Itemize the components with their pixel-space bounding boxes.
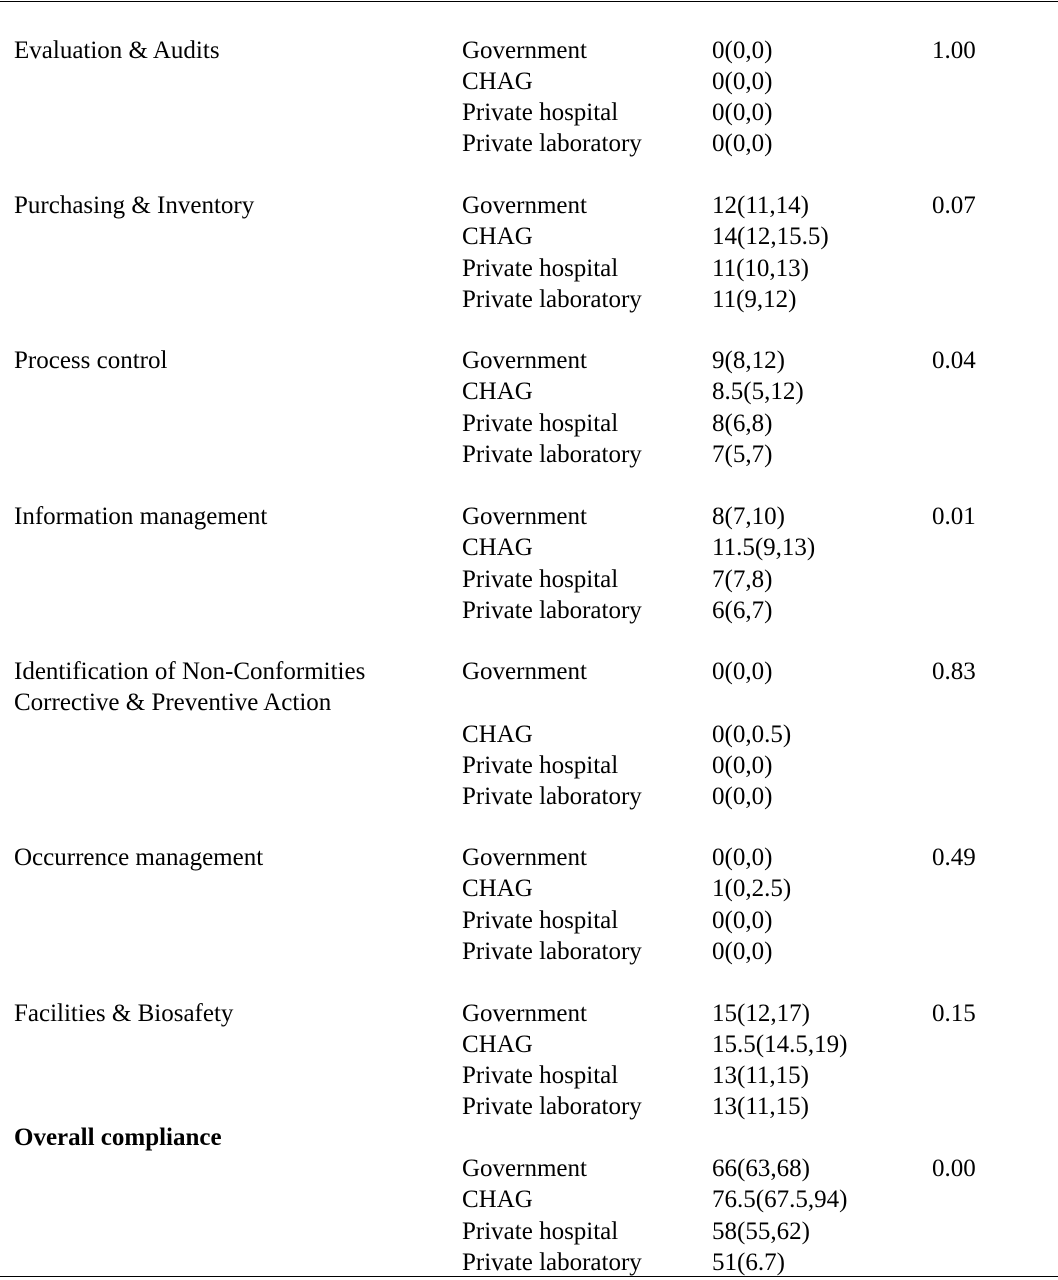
median-iqr-value: 1(0,2.5)	[712, 875, 792, 902]
median-iqr-value: 0(0,0)	[712, 844, 773, 871]
facility-type: Government	[462, 503, 587, 530]
section-label: Corrective & Preventive Action	[14, 689, 332, 716]
p-value: 0.07	[932, 192, 976, 219]
median-iqr-value: 12(11,14)	[712, 192, 809, 219]
median-iqr-value: 7(5,7)	[712, 441, 773, 468]
section-label: Purchasing & Inventory	[14, 192, 255, 219]
facility-type: Private laboratory	[462, 783, 642, 810]
p-value: 1.00	[932, 37, 976, 64]
facility-type: Private laboratory	[462, 441, 642, 468]
facility-type: Private hospital	[462, 99, 619, 126]
median-iqr-value: 13(11,15)	[712, 1062, 809, 1089]
facility-type: Private hospital	[462, 907, 619, 934]
facility-type: Private laboratory	[462, 597, 642, 624]
facility-type: CHAG	[462, 378, 533, 405]
p-value: 0.04	[932, 347, 976, 374]
facility-type: Government	[462, 192, 587, 219]
median-iqr-value: 0(0,0)	[712, 130, 773, 157]
facility-type: Private laboratory	[462, 1249, 642, 1276]
facility-type: CHAG	[462, 534, 533, 561]
median-iqr-value: 11(9,12)	[712, 286, 797, 313]
section-label: Identification of Non-Conformities	[14, 658, 366, 685]
facility-type: Government	[462, 1000, 587, 1027]
median-iqr-value: 66(63,68)	[712, 1155, 810, 1182]
facility-type: Private laboratory	[462, 286, 642, 313]
median-iqr-value: 0(0,0)	[712, 752, 773, 779]
facility-type: Private laboratory	[462, 1093, 642, 1120]
facility-type: CHAG	[462, 223, 533, 250]
median-iqr-value: 0(0,0)	[712, 783, 773, 810]
facility-type: Government	[462, 37, 587, 64]
section-label: Process control	[14, 347, 168, 374]
median-iqr-value: 8.5(5,12)	[712, 378, 804, 405]
facility-type: Government	[462, 1155, 587, 1182]
section-label: Information management	[14, 503, 268, 530]
median-iqr-value: 0(0,0)	[712, 37, 773, 64]
p-value: 0.49	[932, 844, 976, 871]
median-iqr-value: 58(55,62)	[712, 1218, 810, 1245]
median-iqr-value: 0(0,0.5)	[712, 721, 792, 748]
facility-type: Government	[462, 658, 587, 685]
facility-type: Government	[462, 844, 587, 871]
facility-type: CHAG	[462, 1031, 533, 1058]
median-iqr-value: 0(0,0)	[712, 658, 773, 685]
median-iqr-value: 7(7,8)	[712, 566, 773, 593]
facility-type: Private laboratory	[462, 130, 642, 157]
median-iqr-value: 11.5(9,13)	[712, 534, 816, 561]
median-iqr-value: 11(10,13)	[712, 255, 809, 282]
facility-type: CHAG	[462, 875, 533, 902]
p-value: 0.15	[932, 1000, 976, 1027]
p-value: 0.00	[932, 1155, 976, 1182]
median-iqr-value: 0(0,0)	[712, 68, 773, 95]
median-iqr-value: 8(7,10)	[712, 503, 785, 530]
facility-type: Private hospital	[462, 410, 619, 437]
facility-type: Private hospital	[462, 1218, 619, 1245]
section-label: Facilities & Biosafety	[14, 1000, 234, 1027]
facility-type: CHAG	[462, 68, 533, 95]
median-iqr-value: 6(6,7)	[712, 597, 773, 624]
section-label: Occurrence management	[14, 844, 264, 871]
facility-type: Private hospital	[462, 752, 619, 779]
median-iqr-value: 0(0,0)	[712, 99, 773, 126]
section-label: Overall compliance	[14, 1124, 222, 1151]
median-iqr-value: 14(12,15.5)	[712, 223, 829, 250]
facility-type: Private hospital	[462, 1062, 619, 1089]
median-iqr-value: 76.5(67.5,94)	[712, 1186, 848, 1213]
median-iqr-value: 13(11,15)	[712, 1093, 809, 1120]
facility-type: CHAG	[462, 1186, 533, 1213]
table-top-rule	[0, 1, 1058, 2]
facility-type: Private hospital	[462, 255, 619, 282]
median-iqr-value: 51(6.7)	[712, 1249, 785, 1276]
median-iqr-value: 15.5(14.5,19)	[712, 1031, 848, 1058]
p-value: 0.01	[932, 503, 976, 530]
facility-type: Private laboratory	[462, 938, 642, 965]
facility-type: Private hospital	[462, 566, 619, 593]
median-iqr-value: 0(0,0)	[712, 907, 773, 934]
median-iqr-value: 15(12,17)	[712, 1000, 810, 1027]
facility-type: CHAG	[462, 721, 533, 748]
median-iqr-value: 8(6,8)	[712, 410, 773, 437]
median-iqr-value: 9(8,12)	[712, 347, 785, 374]
facility-type: Government	[462, 347, 587, 374]
median-iqr-value: 0(0,0)	[712, 938, 773, 965]
p-value: 0.83	[932, 658, 976, 685]
section-label: Evaluation & Audits	[14, 37, 220, 64]
